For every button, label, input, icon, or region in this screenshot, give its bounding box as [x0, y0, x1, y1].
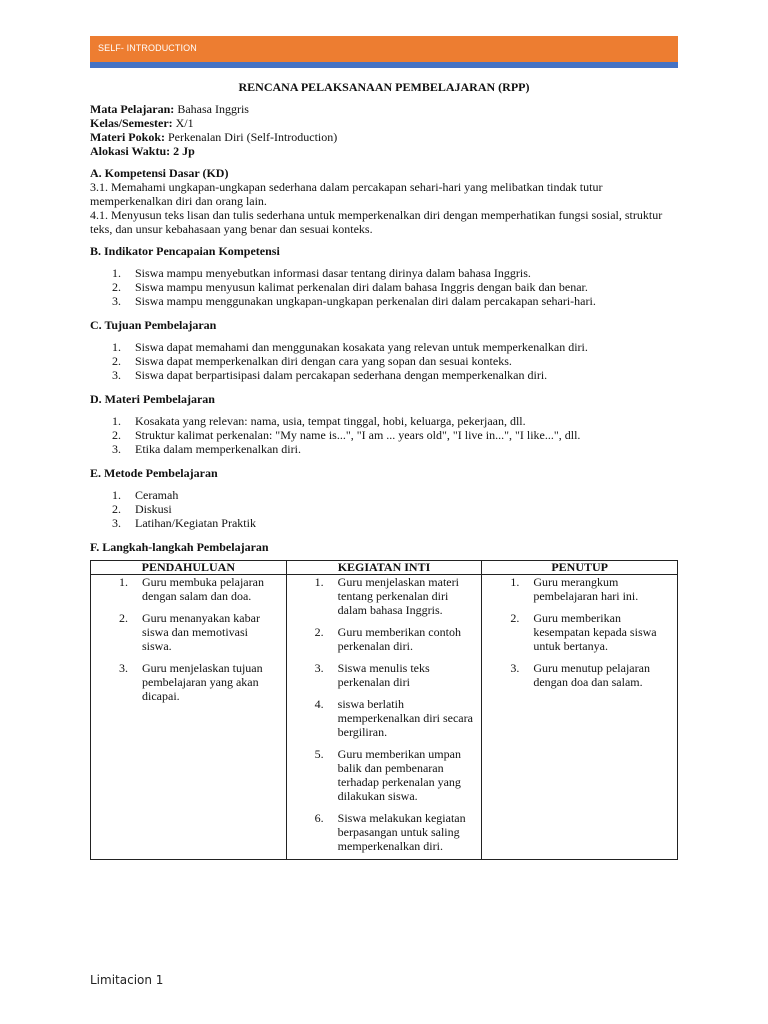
list-item: 1. Siswa mampu menyebutkan informasi dasar tentang dirinya dalam bahasa Inggris. — [112, 266, 531, 280]
list-item: 2. Diskusi — [112, 502, 172, 516]
kd-4-1: 4.1. Menyusun teks lisan dan tulis sederhana untuk memperkenalkan diri dengan memperhatikan fungsi sosial, struktur teks, dan unsur kebahasaan yang benar dan sesuai konteks. — [90, 208, 663, 236]
table-row — [91, 575, 678, 860]
list-item: 2. Guru memberikan contoh perkenalan diri. — [314, 625, 461, 653]
list-item: 2. Struktur kalimat perkenalan: "My name is...", "I am ... years old", "I live in...", "I like...", dll. — [112, 428, 581, 442]
list-item: 2. Siswa mampu menyusun kalimat perkenalan diri dalam bahasa Inggris dengan baik dan benar. — [112, 280, 588, 294]
list-item: 3. Etika dalam memperkenalkan diri. — [112, 442, 301, 456]
steps-table — [90, 560, 678, 860]
list-item: 3. Siswa mampu menggunakan ungkapan-ungkapan perkenalan diri dalam percakapan sehari-hari. — [112, 294, 596, 308]
section-f-heading: F. Langkah-langkah Pembelajaran — [90, 540, 269, 554]
inti-cell — [286, 575, 482, 860]
list-item: 3. Siswa menulis teks perkenalan diri — [314, 661, 430, 689]
section-b-heading: B. Indikator Pencapaian Kompetensi — [90, 244, 280, 258]
list-item: 1. Siswa dapat memahami dan menggunakan kosakata yang relevan untuk memperkenalkan diri. — [112, 340, 588, 354]
method-list — [90, 488, 678, 530]
kd-3-1: 3.1. Memahami ungkapan-ungkapan sederhana dalam percakapan sehari-hari yang melibatkan tindak tutur memperkenalkan diri dan orang lain. — [90, 180, 603, 208]
list-item: 3. Siswa dapat berpartisipasi dalam percakapan sederhana dengan memperkenalkan diri. — [112, 368, 548, 382]
meta-class: Kelas/Semester: X/1 — [90, 116, 194, 130]
list-item: 2. Guru menanyakan kabar siswa dan memotivasi siswa. — [119, 611, 260, 653]
list-item: 1. Guru menjelaskan materi tentang perkenalan diri dalam bahasa Inggris. — [314, 575, 459, 617]
col-penutup: PENUTUP — [482, 561, 678, 575]
list-item: 2. Siswa dapat memperkenalkan diri dengan cara yang sopan dan sesuai konteks. — [112, 354, 512, 368]
section-a-heading: A. Kompetensi Dasar (KD) — [90, 166, 229, 180]
header-rule — [90, 62, 678, 68]
header-band-text: SELF- INTRODUCTION — [98, 43, 197, 53]
page-footer: Limitacion 1 — [90, 973, 164, 987]
list-item: 5. Guru memberikan umpan balik dan pembenaran terhadap perkenalan yang dilakukan siswa. — [314, 747, 461, 803]
list-item: 1. Guru membuka pelajaran dengan salam dan doa. — [119, 575, 264, 603]
list-item: 6. Siswa melakukan kegiatan berpasangan untuk saling memperkenalkan diri. — [314, 811, 466, 853]
list-item: 4. siswa berlatih memperkenalkan diri secara bergiliran. — [314, 697, 473, 739]
col-pendahuluan: PENDAHULUAN — [91, 561, 287, 575]
document-title: RENCANA PELAKSANAAN PEMBELAJARAN (RPP) — [238, 80, 530, 94]
list-item: 3. Guru menutup pelajaran dengan doa dan salam. — [510, 661, 650, 689]
col-kegiatan-inti: KEGIATAN INTI — [286, 561, 482, 575]
meta-subject: Mata Pelajaran: Bahasa Inggris — [90, 102, 249, 116]
document-body — [90, 80, 678, 860]
list-item: 1. Ceramah — [112, 488, 179, 502]
header-band — [90, 36, 678, 62]
section-d-heading: D. Materi Pembelajaran — [90, 392, 215, 406]
material-list — [90, 414, 678, 456]
list-item: 1. Guru merangkum pembelajaran hari ini. — [510, 575, 639, 603]
section-c-heading: C. Tujuan Pembelajaran — [90, 318, 217, 332]
indicator-list — [90, 266, 678, 308]
section-e-heading: E. Metode Pembelajaran — [90, 466, 218, 480]
penutup-cell — [482, 575, 678, 860]
list-item: 2. Guru memberikan kesempatan kepada siswa untuk bertanya. — [510, 611, 657, 653]
meta-topic: Materi Pokok: Perkenalan Diri (Self-Introduction) — [90, 130, 338, 144]
objective-list — [90, 340, 678, 382]
meta-time: Alokasi Waktu: 2 Jp — [90, 144, 195, 158]
list-item: 3. Latihan/Kegiatan Praktik — [112, 516, 256, 530]
list-item: 1. Kosakata yang relevan: nama, usia, tempat tinggal, hobi, keluarga, pekerjaan, dll. — [112, 414, 526, 428]
list-item: 3. Guru menjelaskan tujuan pembelajaran yang akan dicapai. — [119, 661, 263, 703]
pendahuluan-cell — [91, 575, 287, 860]
